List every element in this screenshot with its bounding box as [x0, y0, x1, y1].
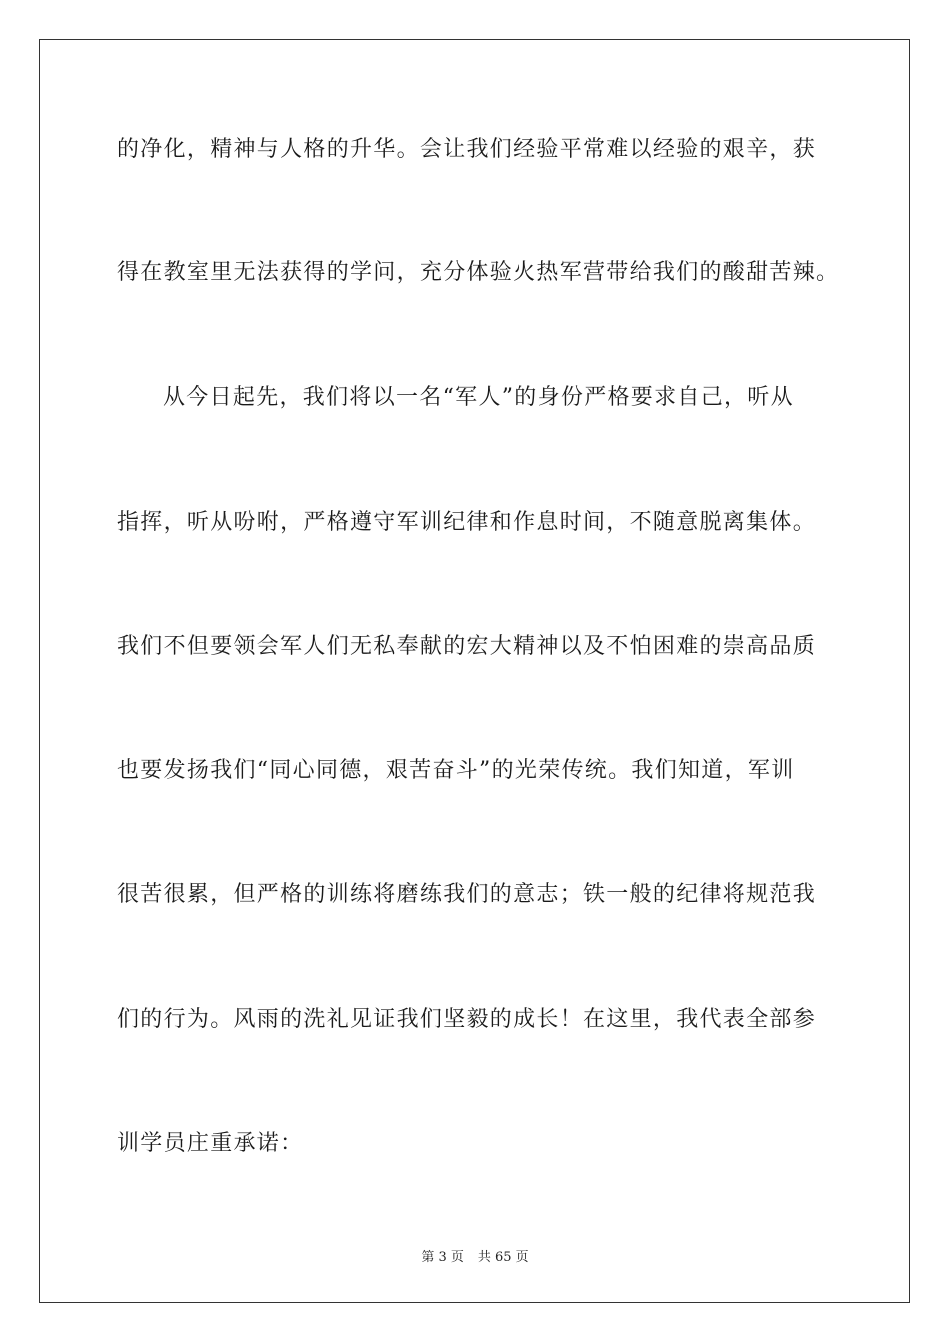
paragraph-line-6: 也要发扬我们“同心同德，艰苦奋斗”的光荣传统。我们知道，军训 — [117, 758, 795, 783]
page-number: 第 3 页 — [421, 1250, 464, 1265]
paragraph-line-2: 得在教室里无法获得的学问，充分体验火热军营带给我们的酸甜苦辣。 — [117, 260, 840, 285]
paragraph-line-8: 们的行为。风雨的洗礼见证我们坚毅的成长！在这里，我代表全部参 — [117, 1007, 817, 1032]
page-border — [39, 39, 910, 1303]
paragraph-line-4: 指挥，听从吩咐，严格遵守军训纪律和作息时间，不随意脱离集体。 — [117, 510, 817, 535]
page-total: 共 65 页 — [477, 1250, 529, 1265]
paragraph-line-1: 的净化，精神与人格的升华。会让我们经验平常难以经验的艰辛，获 — [117, 137, 817, 162]
paragraph-line-9: 训学员庄重承诺： — [117, 1131, 304, 1156]
paragraph-line-3: 从今日起先，我们将以一名“军人”的身份严格要求自己，听从 — [163, 385, 794, 410]
paragraph-line-7: 很苦很累，但严格的训练将磨练我们的意志；铁一般的纪律将规范我 — [117, 882, 817, 907]
paragraph-line-5: 我们不但要领会军人们无私奉献的宏大精神以及不怕困难的崇高品质 — [117, 634, 817, 659]
page-footer — [0, 1250, 950, 1266]
